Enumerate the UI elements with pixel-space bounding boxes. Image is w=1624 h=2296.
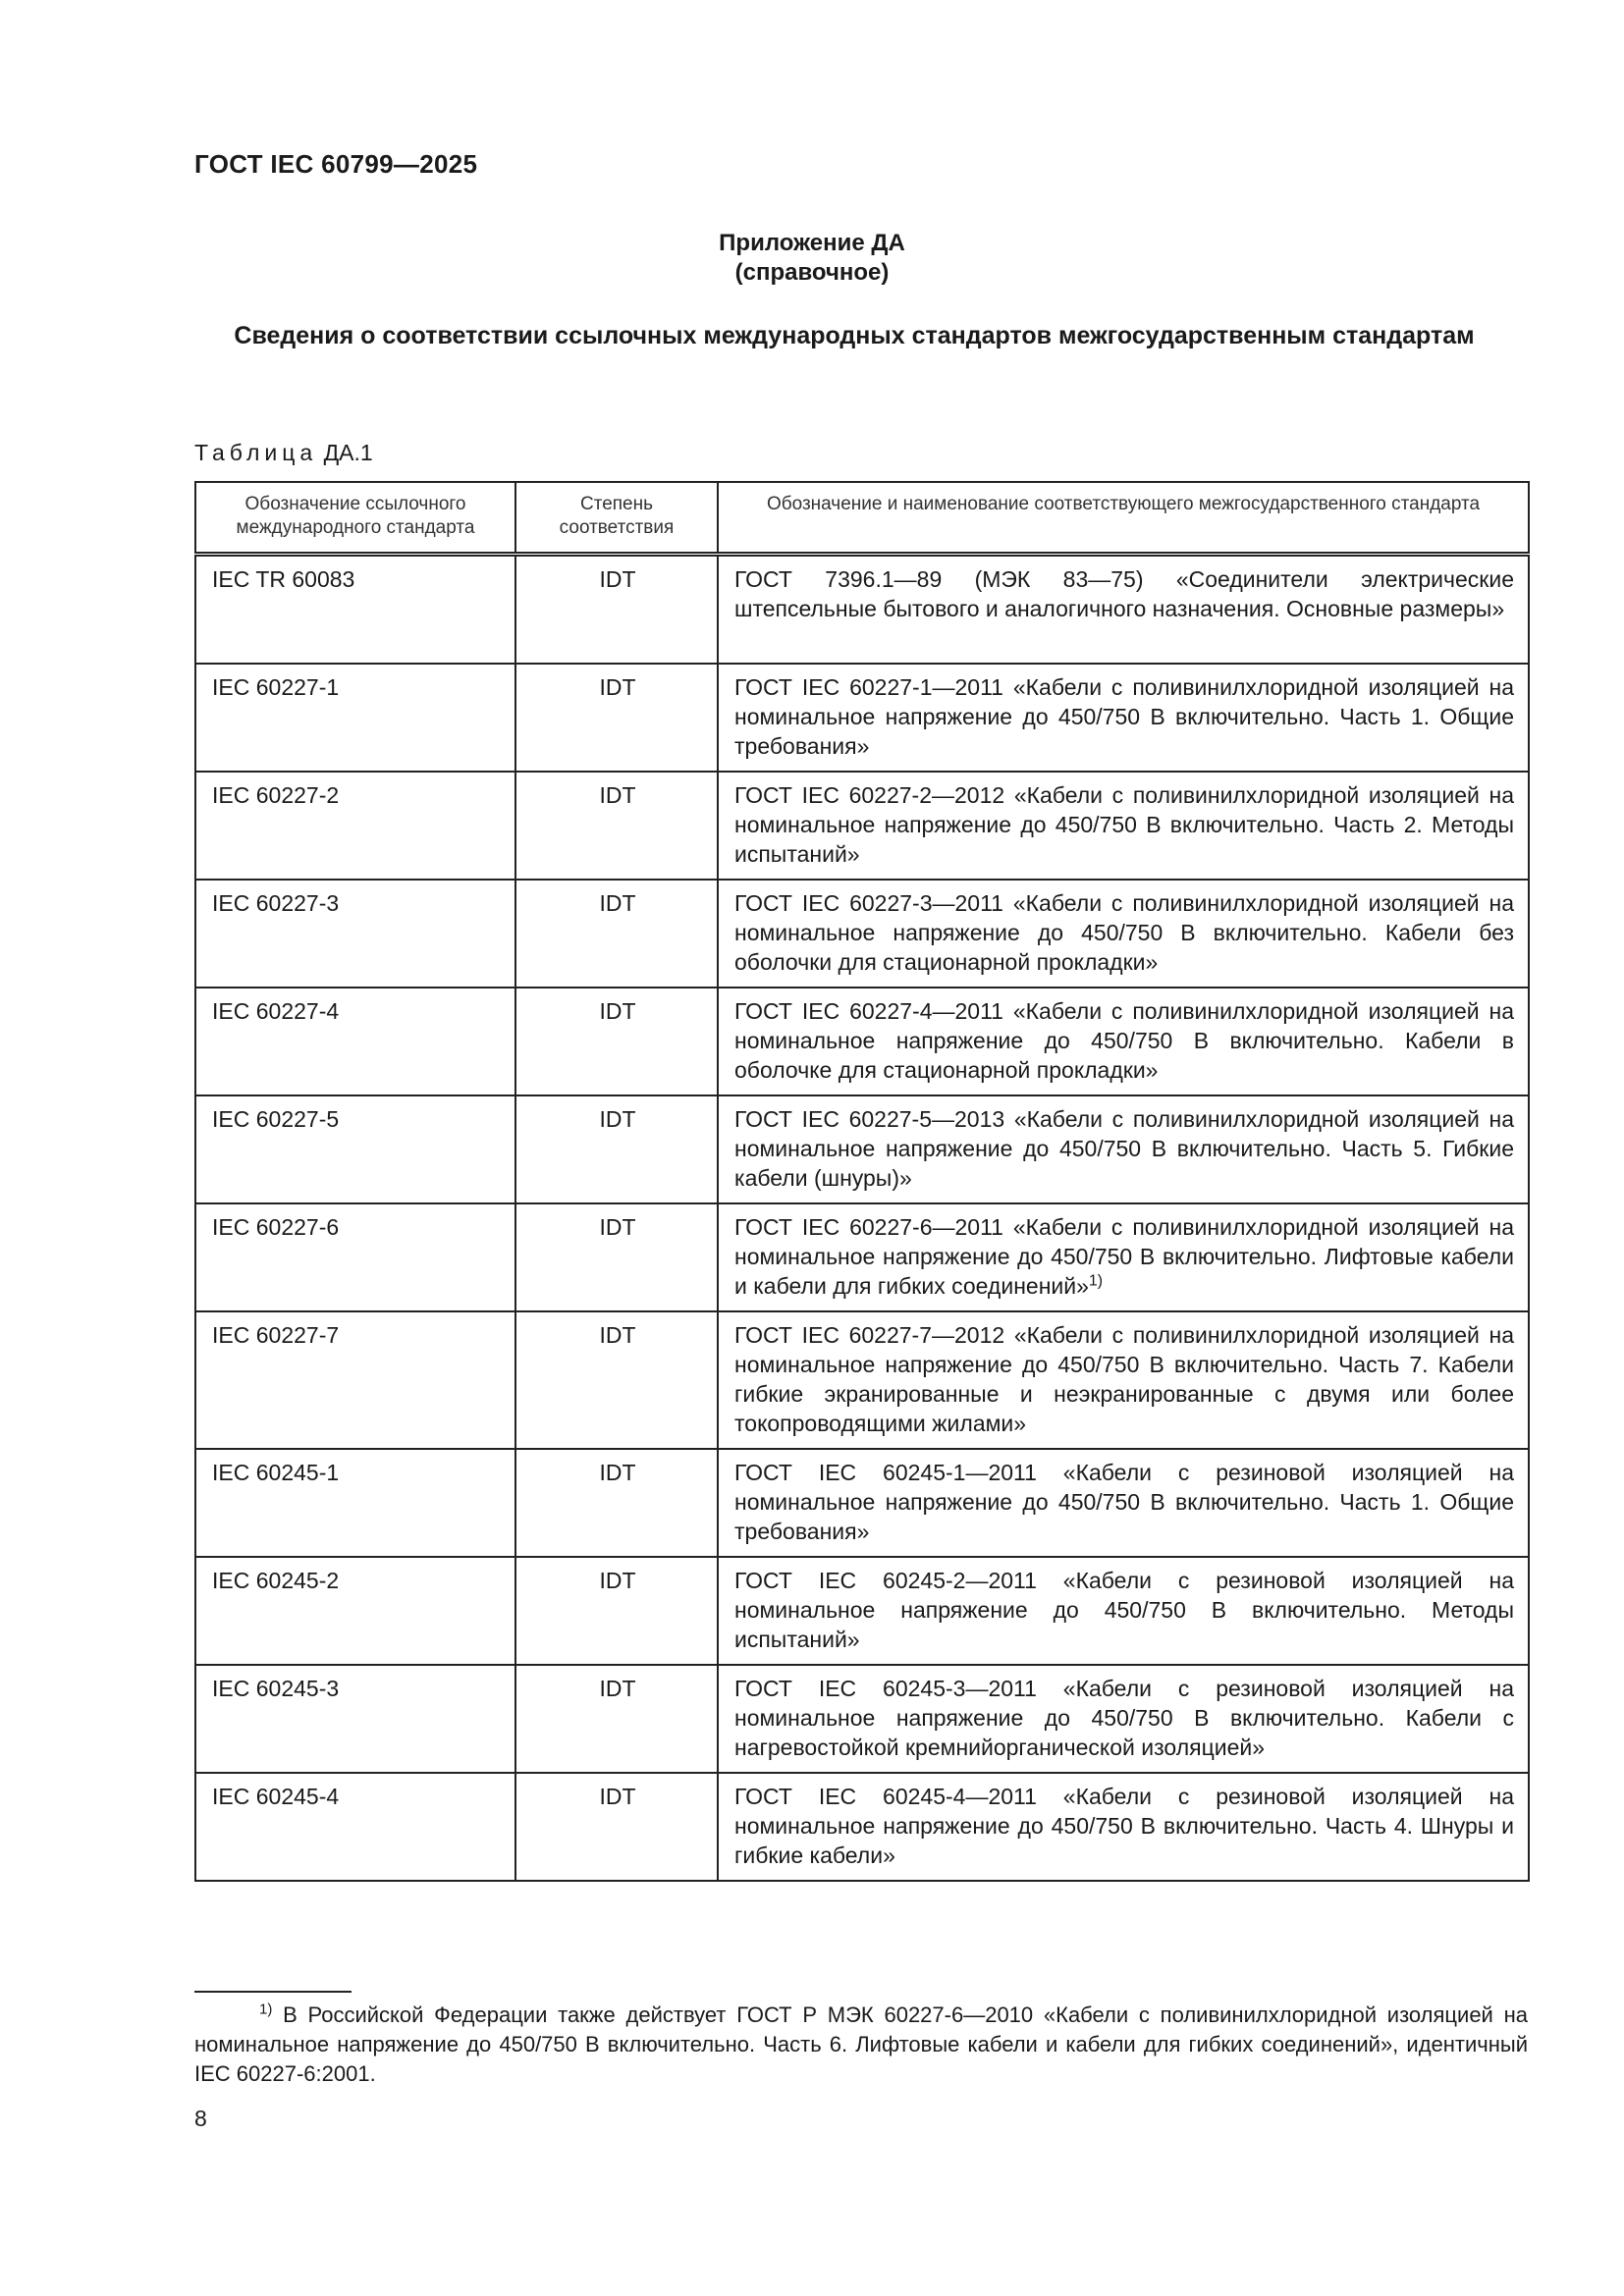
cell-name: ГОСТ IEC 60245-1—2011 «Кабели с резиновой изоляцией на номинальное напряжение до 450/750 В включительно. Часть 1. Общие требования» bbox=[718, 1449, 1529, 1557]
cell-degree: IDT bbox=[515, 880, 718, 988]
cell-degree: IDT bbox=[515, 1557, 718, 1665]
cell-ref: IEC 60227-6 bbox=[195, 1203, 515, 1311]
cell-name: ГОСТ IEC 60245-3—2011 «Кабели с резиновой изоляцией на номинальное напряжение до 450/750 В включительно. Кабели с нагревостойкой кремнийорганической изоляцией» bbox=[718, 1665, 1529, 1773]
cell-name: ГОСТ IEC 60245-2—2011 «Кабели с резиновой изоляцией на номинальное напряжение до 450/750 В включительно. Методы испытаний» bbox=[718, 1557, 1529, 1665]
cell-degree: IDT bbox=[515, 1311, 718, 1449]
cell-ref: IEC 60227-2 bbox=[195, 772, 515, 880]
table-row bbox=[195, 1311, 1529, 1449]
cell-ref: IEC 60227-4 bbox=[195, 988, 515, 1095]
appendix-title: Приложение ДА bbox=[719, 230, 905, 256]
appendix-subtitle: (справочное) bbox=[734, 259, 890, 286]
cell-ref: IEC 60245-2 bbox=[195, 1557, 515, 1665]
table-row bbox=[195, 1203, 1529, 1311]
cell-degree: IDT bbox=[515, 1095, 718, 1203]
footnote-separator bbox=[194, 1991, 352, 1993]
header-ref-standard: Обозначение ссылочного международного стандарта bbox=[195, 482, 515, 555]
cell-name: ГОСТ IEC 60227-1—2011 «Кабели с поливинилхлоридной изоляцией на номинальное напряжение до 450/750 В включительно. Часть 1. Общие требования» bbox=[718, 664, 1529, 772]
correspondence-table bbox=[194, 481, 1530, 1882]
footnote-text: В Российской Федерации также действует ГОСТ Р МЭК 60227-6—2010 «Кабели с поливинилхлоридной изоляцией на номинальное напряжение до 450/750 В включительно. Часть 6. Лифтовые кабели и кабели для гибких соединений», идентичный IEC 60227-6:2001. bbox=[194, 2002, 1528, 2086]
cell-degree: IDT bbox=[515, 1449, 718, 1557]
cell-name: ГОСТ IEC 60227-2—2012 «Кабели с поливинилхлоридной изоляцией на номинальное напряжение до 450/750 В включительно. Часть 2. Методы испытаний» bbox=[718, 772, 1529, 880]
table-row bbox=[195, 880, 1529, 988]
cell-ref: IEC 60245-1 bbox=[195, 1449, 515, 1557]
cell-degree: IDT bbox=[515, 772, 718, 880]
table-row bbox=[195, 1665, 1529, 1773]
cell-name-text: ГОСТ IEC 60227-6—2011 «Кабели с поливинилхлоридной изоляцией на номинальное напряжение до 450/750 В включительно. Лифтовые кабели и кабели для гибких соединений» bbox=[734, 1214, 1514, 1299]
table-caption-word: Таблица bbox=[194, 440, 318, 465]
table-row bbox=[195, 772, 1529, 880]
table-row bbox=[195, 988, 1529, 1095]
footnote-reference[interactable]: 1) bbox=[1088, 1272, 1104, 1290]
cell-ref: IEC 60227-3 bbox=[195, 880, 515, 988]
cell-ref: IEC 60227-1 bbox=[195, 664, 515, 772]
cell-name: ГОСТ IEC 60245-4—2011 «Кабели с резиновой изоляцией на номинальное напряжение до 450/750 В включительно. Часть 4. Шнуры и гибкие кабели» bbox=[718, 1773, 1529, 1881]
cell-degree: IDT bbox=[515, 555, 718, 665]
table-row bbox=[195, 664, 1529, 772]
table-row bbox=[195, 555, 1529, 665]
cell-ref: IEC TR 60083 bbox=[195, 555, 515, 665]
cell-name: ГОСТ IEC 60227-7—2012 «Кабели с поливинилхлоридной изоляцией на номинальное напряжение до 450/750 В включительно. Часть 7. Кабели гибкие экранированные и неэкранированные с двумя или более токопроводящими жилами» bbox=[718, 1311, 1529, 1449]
document-header: ГОСТ IEC 60799—2025 bbox=[194, 149, 478, 179]
page-number: 8 bbox=[194, 2106, 207, 2131]
cell-ref: IEC 60227-7 bbox=[195, 1311, 515, 1449]
cell-degree: IDT bbox=[515, 664, 718, 772]
cell-name: ГОСТ IEC 60227-5—2013 «Кабели с поливинилхлоридной изоляцией на номинальное напряжение до 450/750 В включительно. Часть 5. Гибкие кабели (шнуры)» bbox=[718, 1095, 1529, 1203]
table-row bbox=[195, 1095, 1529, 1203]
cell-name: ГОСТ IEC 60227-4—2011 «Кабели с поливинилхлоридной изоляцией на номинальное напряжение до 450/750 В включительно. Кабели в оболочке для стационарной прокладки» bbox=[718, 988, 1529, 1095]
table-row bbox=[195, 1557, 1529, 1665]
cell-name bbox=[718, 1203, 1529, 1311]
table-caption bbox=[194, 440, 373, 466]
cell-degree: IDT bbox=[515, 1665, 718, 1773]
table-row bbox=[195, 1773, 1529, 1881]
header-degree: Степень соответствия bbox=[515, 482, 718, 555]
cell-ref: IEC 60245-4 bbox=[195, 1773, 515, 1881]
footnote-mark: 1) bbox=[259, 2001, 273, 2018]
cell-name: ГОСТ 7396.1—89 (МЭК 83—75) «Соединители электрические штепсельные бытового и аналогичного назначения. Основные размеры» bbox=[718, 555, 1529, 665]
cell-name: ГОСТ IEC 60227-3—2011 «Кабели с поливинилхлоридной изоляцией на номинальное напряжение до 450/750 В включительно. Кабели без оболочки для стационарной прокладки» bbox=[718, 880, 1529, 988]
header-interstate-standard: Обозначение и наименование соответствующего межгосударственного стандарта bbox=[718, 482, 1529, 555]
cell-ref: IEC 60245-3 bbox=[195, 1665, 515, 1773]
cell-degree: IDT bbox=[515, 1773, 718, 1881]
table-header-row bbox=[195, 482, 1529, 555]
section-title: Сведения о соответствии ссылочных международных стандартов межгосударственным стандартам bbox=[234, 322, 1475, 349]
cell-ref: IEC 60227-5 bbox=[195, 1095, 515, 1203]
cell-degree: IDT bbox=[515, 988, 718, 1095]
footnote bbox=[194, 2001, 1528, 2089]
table-row bbox=[195, 1449, 1529, 1557]
table-caption-id: ДА.1 bbox=[323, 440, 373, 465]
cell-degree: IDT bbox=[515, 1203, 718, 1311]
